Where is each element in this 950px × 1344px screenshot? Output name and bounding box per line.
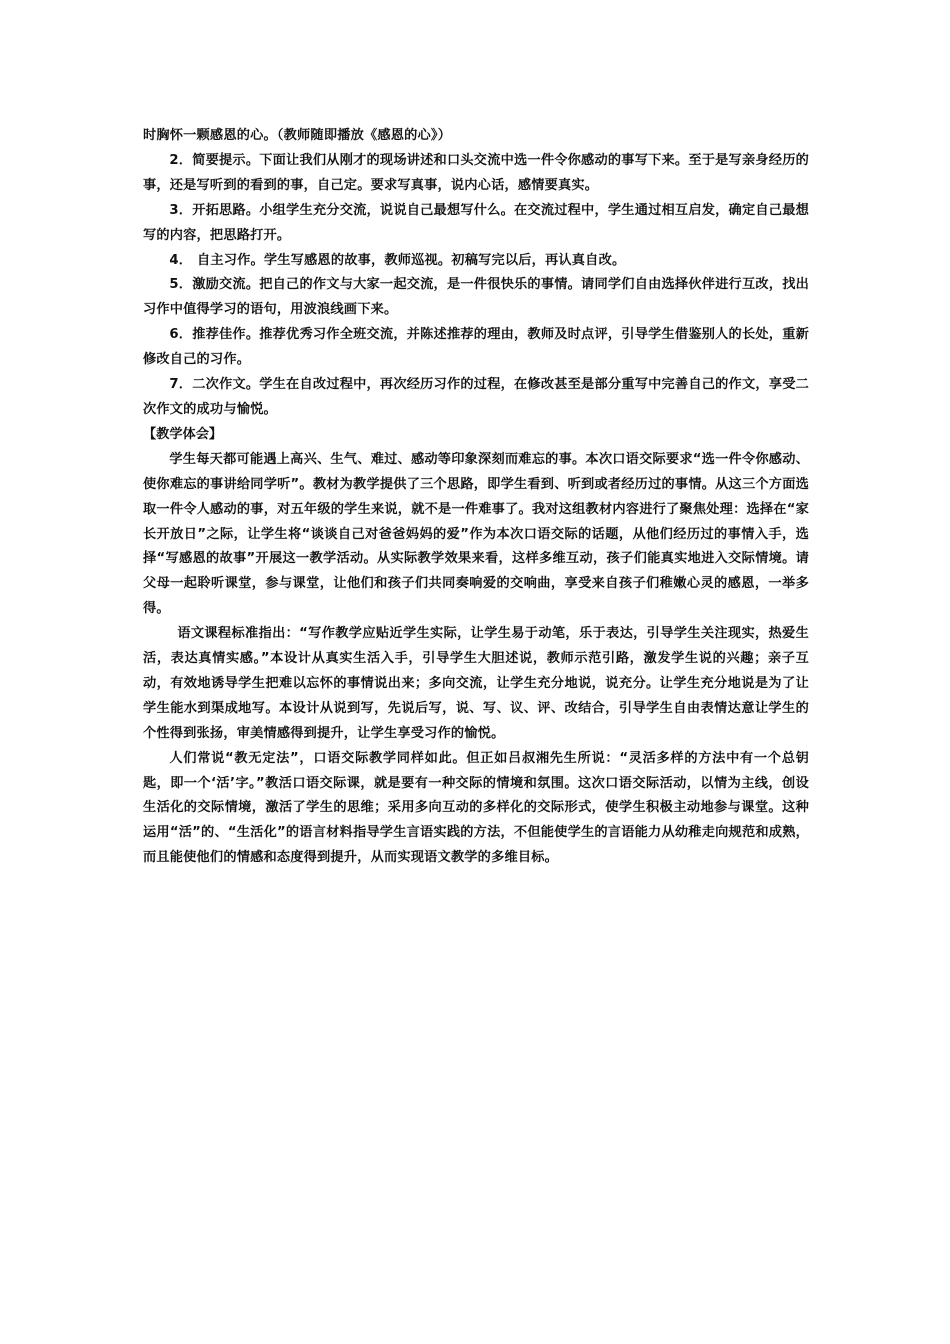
step-7: 7．二次作文。学生在自改过程中，再次经历习作的过程，在修改甚至是部分重写中完善自己的作文，享受二次作文的成功与愉悦。 — [143, 377, 809, 417]
reflection-paragraph-3: 人们常说“教无定法”，口语交际教学同样如此。但正如吕叔湘先生所说：“灵活多样的方法中有一个总钥匙，即一个‘活’字。”教活口语交际课，就是要有一种交际的情境和氛围。这次口语交际活动，以情为主线，创设生活化的交际情境，激活了学生的思维；采用多向互动的多样化的交际形式，使学生积极主动地参与课堂。这种运用“活”的、“生活化”的语言材料指导学生言语实践的方法，不但能使学生的言语能力从幼稚走向规范和成熟，而且能使他们的情感和态度得到提升，从而实现语文教学的多维目标。 — [143, 750, 809, 866]
step-4: 4． 自主习作。学生写感恩的故事，教师巡视。初稿写完以后，再认真自改。 — [169, 252, 626, 268]
document-page — [143, 124, 809, 871]
step-5: 5．激励交流。把自己的作文与大家一起交流，是一件很快乐的事情。请同学们自由选择伙伴进行互改，找出习作中值得学习的语句，用波浪线画下来。 — [143, 277, 809, 318]
continuation-line: 时胸怀一颗感恩的心。（教师随即播放《感恩的心》） — [143, 128, 452, 143]
step-6: 6．推荐佳作。推荐优秀习作全班交流，并陈述推荐的理由，教师及时点评，引导学生借鉴别人的长处，重新修改自己的习作。 — [143, 327, 809, 368]
reflection-paragraph-1: 学生每天都可能遇上高兴、生气、难过、感动等印象深刻而难忘的事。本次口语交际要求“选一件令你感动、使你难忘的事讲给同学听”。教材为教学提供了三个思路，即学生看到、听到或者经历过的事情。从这三个方面选取一件令人感动的事，对五年级的学生来说，就不是一件难事了。我对这组教材内容进行了聚焦处理：选择在“家长开放日”之际，让学生将“谈谈自己对爸爸妈妈的爱”作为本次口语交际的话题，从他们经历过的事情入手，选择“写感恩的故事”开展这一教学活动。从实际教学效果来看，这样多维互动，孩子们能真实地进入交际情境。请父母一起聆听课堂，参与课堂，让他们和孩子们共同奏响爱的交响曲，享受来自孩子们稚嫩心灵的感恩，一举多得。 — [143, 451, 809, 617]
step-2: 2．简要提示。下面让我们从刚才的现场讲述和口头交流中选一件令你感动的事写下来。至于是写亲身经历的事，还是写听到的看到的事，自己定。要求写真事，说内心话，感情要真实。 — [143, 152, 809, 193]
reflection-heading: 【教学体会】 — [143, 426, 223, 442]
reflection-paragraph-2: 语文课程标准指出：“写作教学应贴近学生实际，让学生易于动笔，乐于表达，引导学生关注现实，热爱生活，表达真情实感。”本设计从真实生活入手，引导学生大胆述说，教师示范引路，激发学生说的兴趣；亲子互动，有效地诱导学生把难以忘怀的事情说出来；多向交流，让学生充分地说，说充分。让学生充分地说是为了让学生能水到渠成地写。本设计从说到写，先说后写，说、写、议、评、改结合，引导学生自由表情达意让学生的个性得到张扬，审美情感得到提升，让学生享受习作的愉悦。 — [143, 626, 809, 741]
step-3: 3．开拓思路。小组学生充分交流，说说自己最想写什么。在交流过程中，学生通过相互启发，确定自己最想写的内容，把思路打开。 — [143, 202, 809, 243]
